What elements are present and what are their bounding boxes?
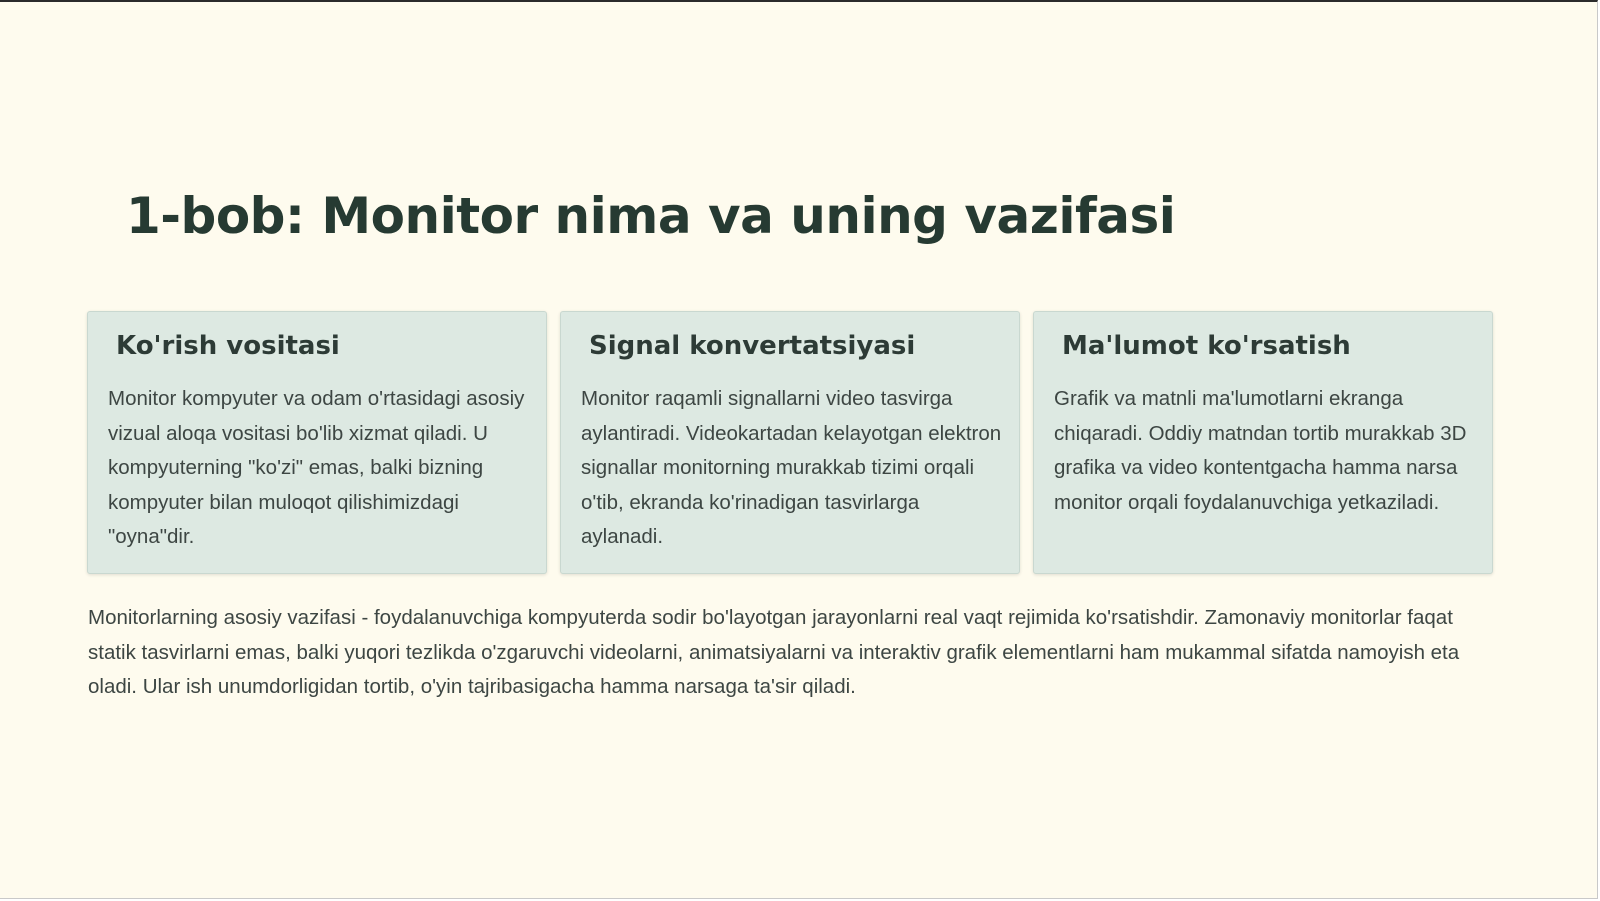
summary-paragraph: Monitorlarning asosiy vazifasi - foydalanuvchiga kompyuterda sodir bo'layotgan jarayonlarni real vaqt rejimida ko'rsatishdir. Zamonaviy monitorlar faqat statik tasvirlarni emas, balki yuqori tezlikda o'zgaruvchi videolarni, animatsiyalarni va interaktiv grafik elementlarni ham mukammal sifatda namoyish eta oladi. Ular ish unumdorligidan tortib, o'yin tajribasigacha hamma narsaga ta'sir qiladi. bbox=[88, 606, 1460, 698]
card-korish-vositasi bbox=[87, 311, 547, 574]
card-heading: Ma'lumot ko'rsatish bbox=[1062, 331, 1351, 361]
slide-title: 1-bob: Monitor nima va uning vazifasi bbox=[126, 187, 1176, 245]
card-signal-konvertatsiyasi bbox=[560, 311, 1020, 574]
card-text: Monitor kompyuter va odam o'rtasidagi asosiy vizual aloqa vositasi bo'lib xizmat qiladi. U kompyuterning "ko'zi" emas, balki bizning kompyuter bilan muloqot qilishimizdagi "oyna"dir. bbox=[108, 387, 525, 548]
card-row bbox=[87, 311, 1513, 574]
card-text: Grafik va matnli ma'lumotlarni ekranga chiqaradi. Oddiy matndan tortib murakkab 3D grafika va video kontentgacha hamma narsa monitor orqali foydalanuvchiga yetkaziladi. bbox=[1054, 387, 1467, 514]
card-text: Monitor raqamli signallarni video tasvirga aylantiradi. Videokartadan kelayotgan elektron signallar monitorning murakkab tizimi orqali o'tib, ekranda ko'rinadigan tasvirlarga aylanadi. bbox=[581, 387, 1002, 548]
card-heading: Signal konvertatsiyasi bbox=[589, 331, 916, 361]
card-heading: Ko'rish vositasi bbox=[116, 331, 340, 361]
card-malumot-korsatish bbox=[1033, 311, 1493, 574]
